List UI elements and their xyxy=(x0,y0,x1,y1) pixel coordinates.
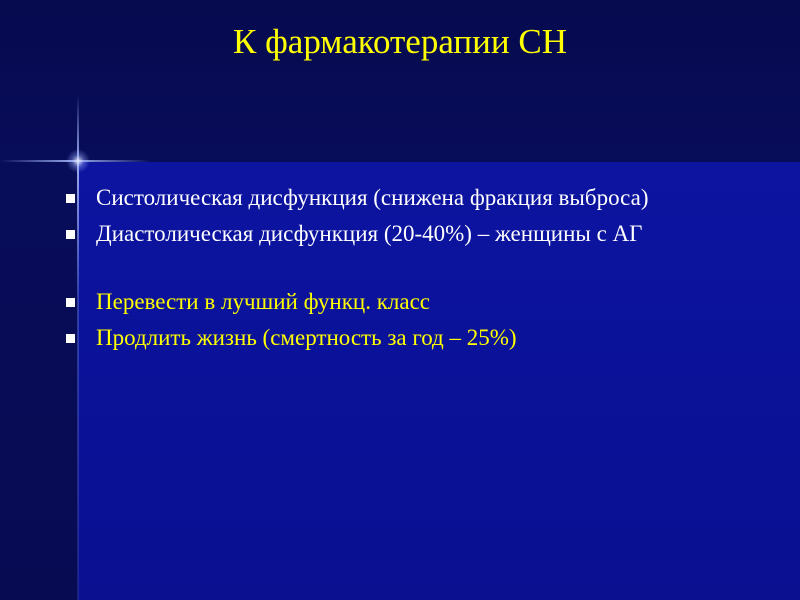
bullet-list xyxy=(66,180,786,356)
square-bullet-icon xyxy=(66,194,75,203)
square-bullet-icon xyxy=(66,230,75,239)
bullet-text: Перевести в лучший функц. класс xyxy=(96,289,430,314)
bullet-item xyxy=(66,284,786,320)
bullet-text: Систолическая дисфункция (снижена фракция выброса) xyxy=(96,185,649,210)
bullet-item xyxy=(66,320,786,356)
square-bullet-icon xyxy=(66,298,75,307)
square-bullet-icon xyxy=(66,334,75,343)
bullet-text: Продлить жизнь (смертность за год – 25%) xyxy=(96,325,517,350)
bullet-item xyxy=(66,216,786,252)
bullet-text: Диастолическая дисфункция (20-40%) – женщины с АГ xyxy=(96,221,643,246)
slide-title: К фармакотерапии СН xyxy=(233,22,567,61)
light-flare-center xyxy=(66,149,90,173)
bullet-item xyxy=(66,180,786,216)
